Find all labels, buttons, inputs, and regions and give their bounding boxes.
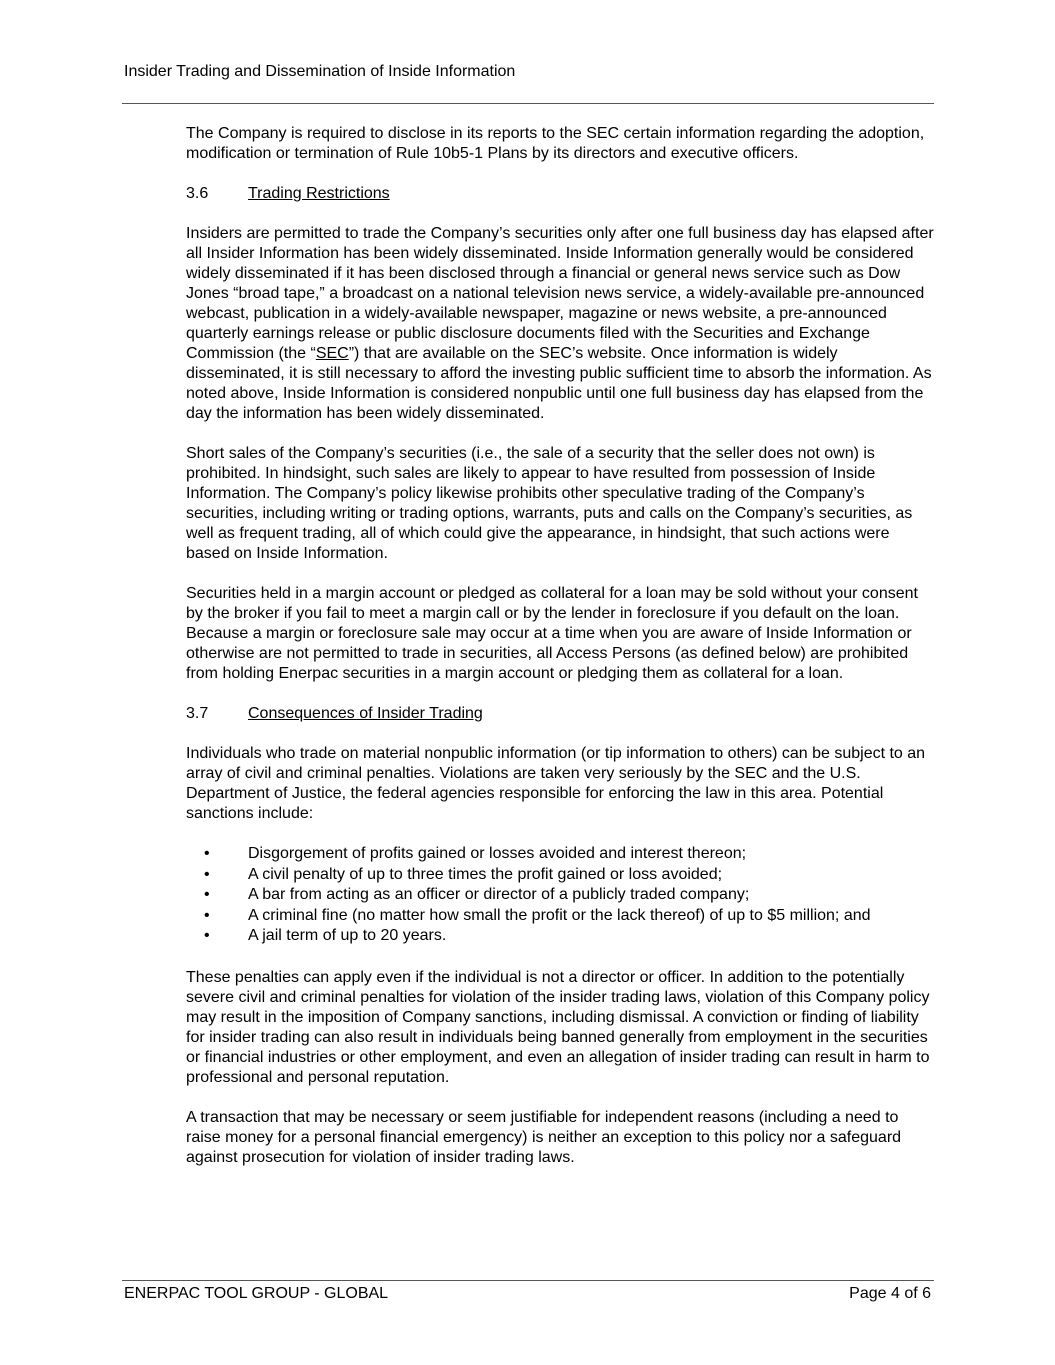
bullet-icon: •	[204, 845, 210, 862]
list-item	[186, 906, 934, 927]
intro-paragraph: The Company is required to disclose in its reports to the SEC certain information regarding the adoption, modification or termination of Rule 10b5-1 Plans by its directors and executive officers.	[186, 125, 925, 162]
paragraph-text: Insiders are permitted to trade the Company’s securities only after one full business day has elapsed after all Insider Information has been widely disseminated. Inside Information generally would be considered widely disseminated if it has been disclosed through a financial or general news service such as Dow Jones “broad tape,” a broadcast on a national television news service, a widely-available pre-announced webcast, publication in a widely-available newspaper, magazine or news website, a pre-announced quarterly earnings release or public disclosure documents filed with the Securities and Exchange Commission (the “	[186, 225, 934, 362]
section-title: Consequences of Insider Trading	[248, 705, 483, 722]
list-item-text: A jail term of up to 20 years.	[248, 927, 447, 944]
trading-restrictions-paragraph-1	[186, 224, 934, 424]
list-item-text: A criminal fine (no matter how small the profit or the lack thereof) of up to $5 million; and	[248, 906, 871, 924]
section-heading-3-7	[186, 704, 934, 724]
list-item-text: A civil penalty of up to three times the profit gained or loss avoided;	[248, 865, 723, 883]
bullet-icon: •	[204, 906, 210, 924]
paragraph-text: ”) that are available on the SEC’s website. Once information is widely disseminated, it is still necessary to afford the investing public sufficient time to absorb the information. As noted above, Inside Information is considered nonpublic until one full business day has elapsed from the day the information has been widely disseminated.	[186, 345, 932, 422]
bullet-icon: •	[204, 886, 210, 903]
header-divider	[122, 103, 934, 104]
section-title: Trading Restrictions	[248, 185, 390, 202]
list-item	[186, 865, 934, 886]
consequences-paragraph-1: Individuals who trade on material nonpublic information (or tip information to others) can be subject to an array of civil and criminal penalties. Violations are taken very seriously by the SEC and the U.S. Department of Justice, the federal agencies responsible for enforcing the law in this area. Potential sanctions include:	[186, 745, 926, 822]
list-item-text: Disgorgement of profits gained or losses avoided and interest thereon;	[248, 845, 747, 862]
footer-company-name: ENERPAC TOOL GROUP - GLOBAL	[124, 1285, 389, 1302]
consequences-paragraph-2: These penalties can apply even if the individual is not a director or officer. In addition to the potentially severe civil and criminal penalties for violation of the insider trading laws, violation of this Company policy may result in the imposition of Company sanctions, including dismissal. A conviction or finding of liability for insider trading can also result in individuals being banned generally from employment in the securities or financial industries or other employment, and even an allegation of insider trading can result in harm to professional and personal reputation.	[186, 968, 930, 1086]
footer-divider	[122, 1280, 934, 1281]
list-item-text: A bar from acting as an officer or director of a publicly traded company;	[248, 886, 750, 903]
trading-restrictions-paragraph-2: Short sales of the Company’s securities (i.e., the sale of a security that the seller does not own) is prohibited. In hindsight, such sales are likely to appear to have resulted from possession of Inside Information. The Company’s policy likewise prohibits other speculative trading of the Company’s securities, including writing or trading options, warrants, puts and calls on the Company’s securities, as well as frequent trading, all of which could give the appearance, in hindsight, that such actions were based on Inside Information.	[186, 445, 913, 562]
document-body	[186, 124, 934, 1188]
consequences-paragraph-3: A transaction that may be necessary or seem justifiable for independent reasons (including a need to raise money for a personal financial emergency) is neither an exception to this policy nor a safeguard against prosecution for violation of insider trading laws.	[186, 1108, 902, 1166]
section-number: 3.7	[186, 705, 209, 722]
bullet-icon: •	[204, 865, 210, 883]
page-header-title: Insider Trading and Dissemination of Inside Information	[124, 63, 516, 80]
defined-term-sec: SEC	[315, 345, 349, 362]
section-heading-3-6	[186, 184, 934, 204]
bullet-icon: •	[204, 927, 210, 944]
footer-page-number: Page 4 of 6	[849, 1285, 931, 1302]
list-item	[186, 926, 934, 947]
trading-restrictions-paragraph-3: Securities held in a margin account or pledged as collateral for a loan may be sold without your consent by the broker if you fail to meet a margin call or by the lender in foreclosure if you default on the loan. Because a margin or foreclosure sale may occur at a time when you are aware of Inside Information or otherwise are not permitted to trade in securities, all Access Persons (as defined below) are prohibited from holding Enerpac securities in a margin account or pledging them as collateral for a loan.	[186, 585, 918, 682]
list-item	[186, 885, 934, 906]
list-item	[186, 844, 934, 865]
sanctions-list	[186, 844, 934, 947]
section-number: 3.6	[186, 185, 209, 202]
